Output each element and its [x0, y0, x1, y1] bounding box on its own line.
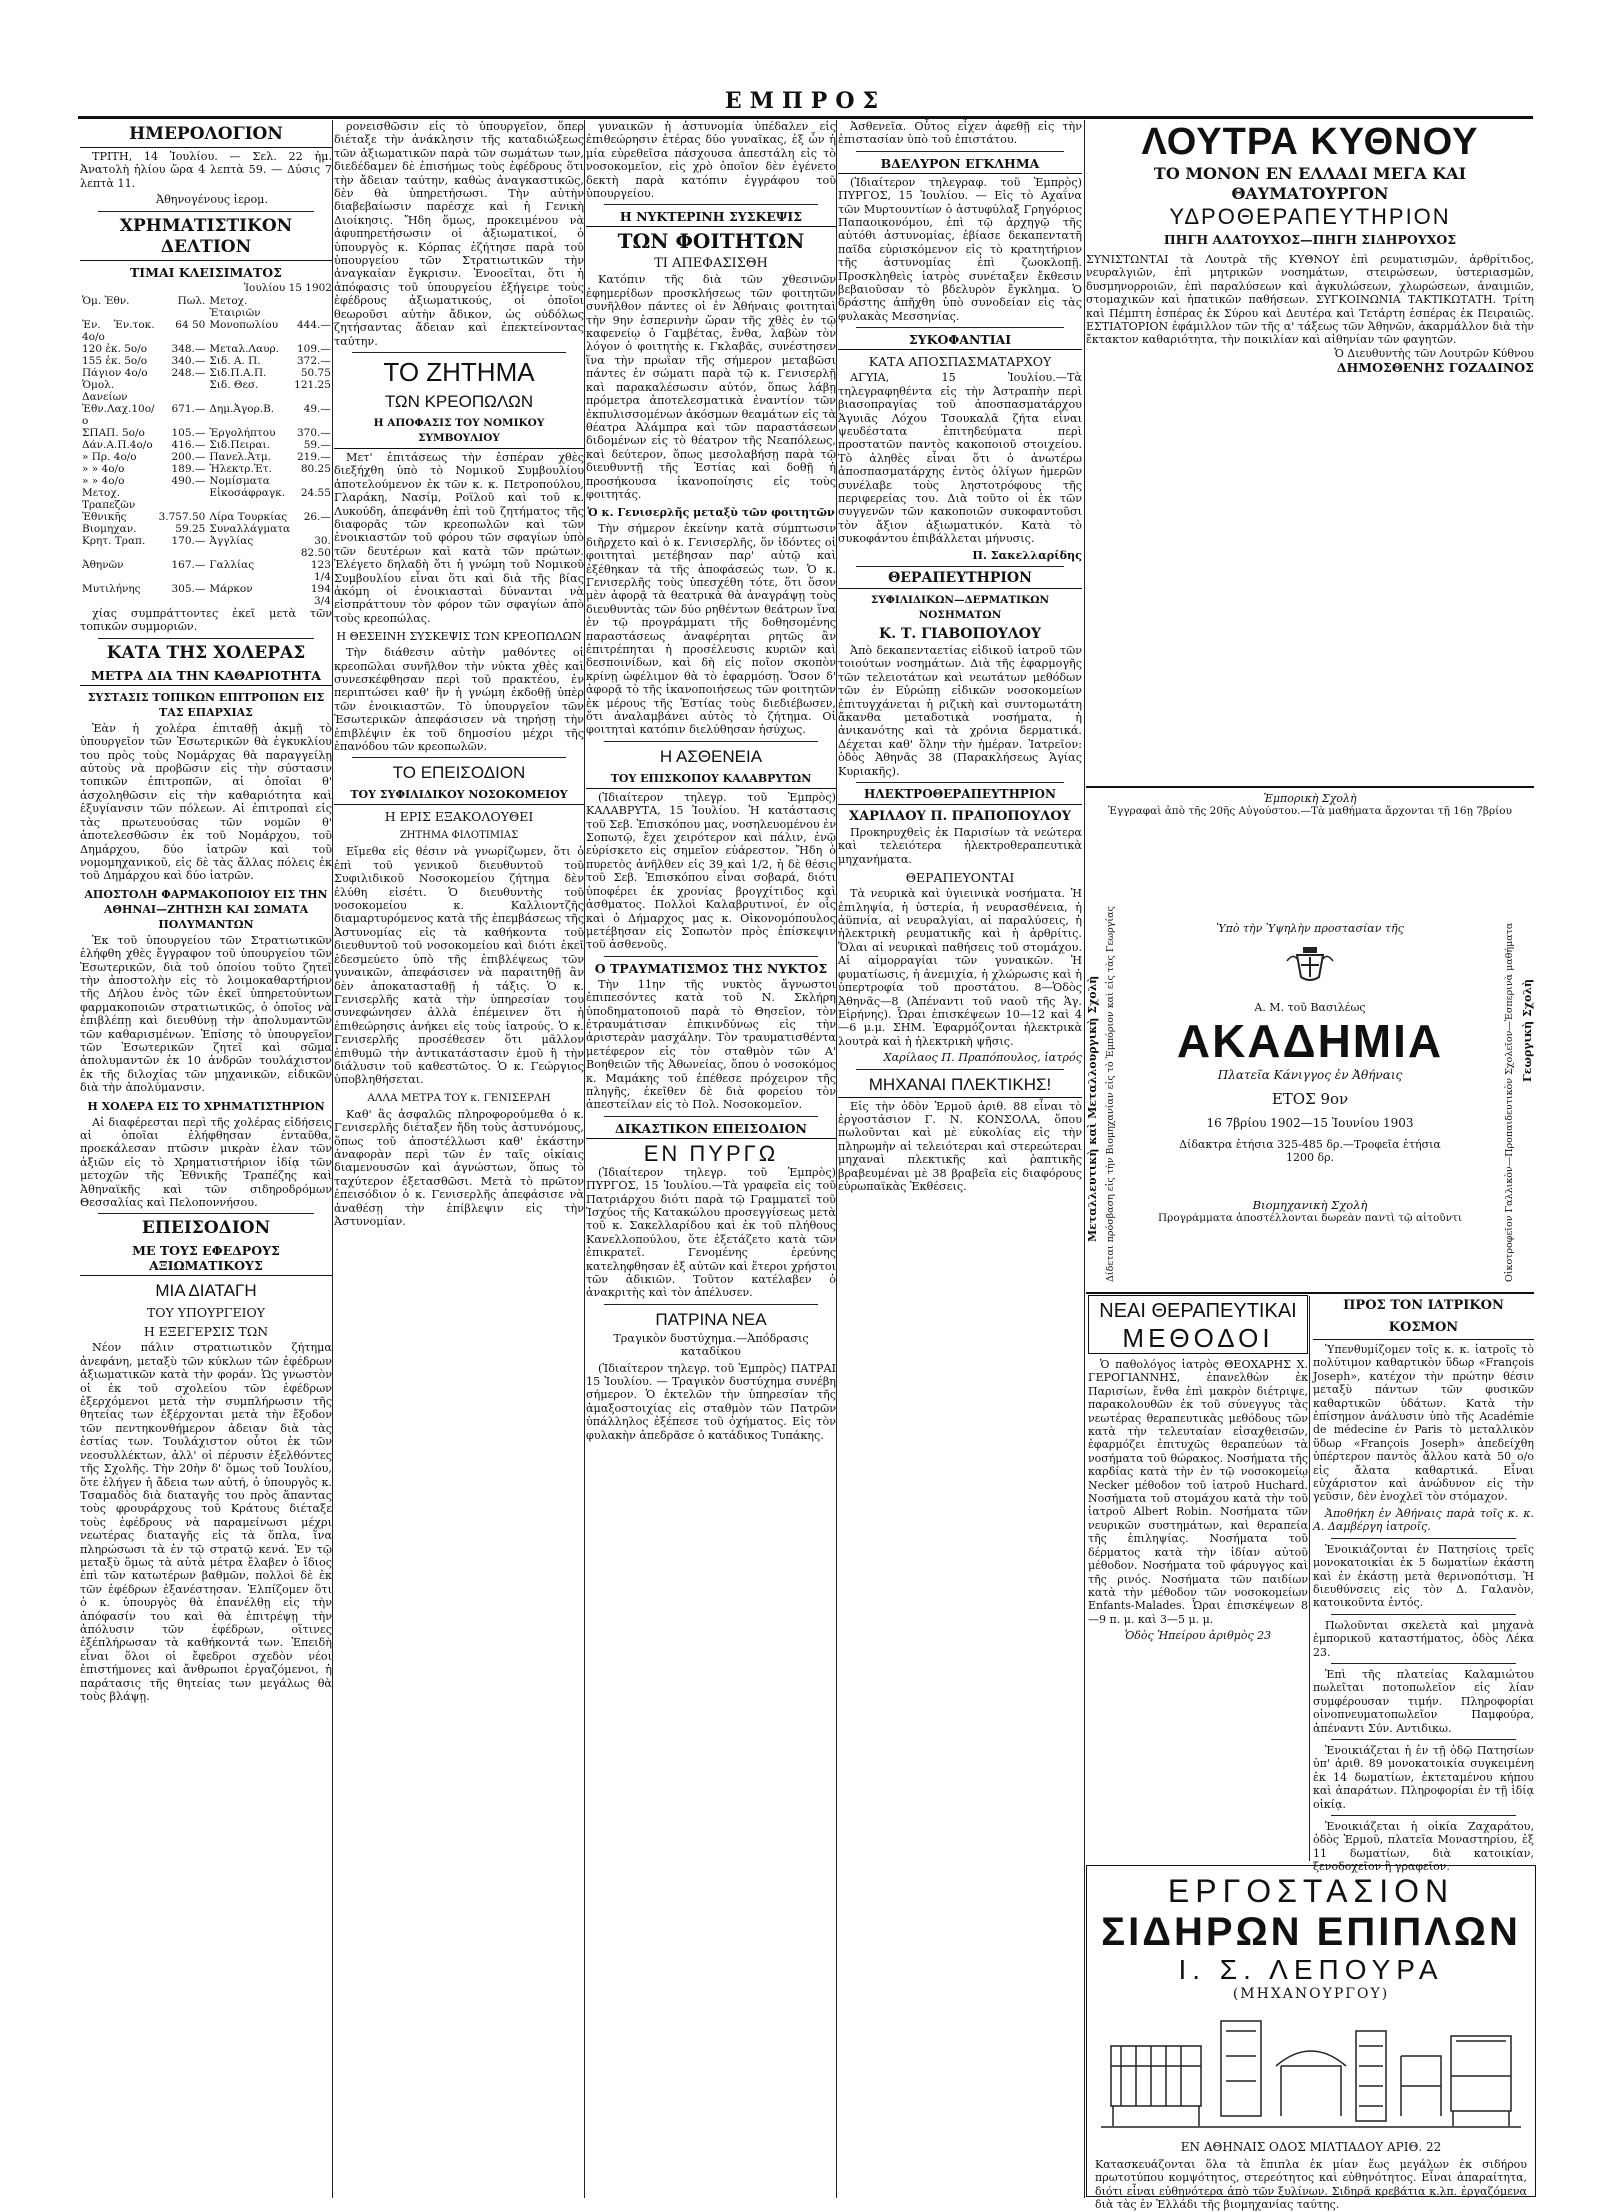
- industrial-school-title: Βιομηχανικὴ Σχολὴ: [1252, 1198, 1368, 1212]
- table-row: [80, 343, 333, 355]
- table-cell: 219.—: [297, 451, 331, 464]
- meat-title-2: ΤΩΝ ΚΡΕΟΠΩΛΩΝ: [384, 391, 534, 411]
- column-rule: [1309, 1296, 1310, 1861]
- factory-text: Κατασκευάζονται ὅλα τὰ ἔπιπλα ἐκ μίαν ἕως μεγάλων ἐκ σιδήρου πρωτοτύπου κομψότητος, στερεότητος καὶ εὐθηνότητος. Εἶναι ἀπαραίτητα, διότι εἶναι εὐθηνότερα ἀπὸ τῶν ξυλίνων. Σιδηρᾶ κρεβάτια κ.λπ. ἐργαζόμενα διὰ τὰς ἐν Ἑλλάδι τῆς βιομηχανίας ταύτης.: [1095, 2158, 1527, 2212]
- table-cell: 30. 82.50: [300, 535, 331, 560]
- iron-furniture-illustration: [1101, 2006, 1521, 2136]
- methods-title-2: ΜΕΘΟΔΟΙ: [1088, 1323, 1308, 1354]
- academy-fees: Δίδακτρα ἐτήσια 325-485 δρ.—Τροφεῖα ἐτήσια 1200 δρ.: [1179, 1138, 1441, 1164]
- table-cell: 194 3/4: [310, 583, 331, 608]
- table-cell: Μυτιλήνης: [82, 583, 141, 596]
- table-row: [80, 535, 333, 559]
- patras-subtitle: Τραγικὸν δυστύχημα.—Ἀπόδρασις καταδίκου: [613, 1331, 809, 1359]
- clinic-title: ΘΕΡΑΠΕΥΤΗΡΙΟΝ: [838, 571, 1082, 589]
- hospital-text-2: Καθ' ἃς ἀσφαλῶς πληροφορούμεθα ὁ κ. Γενισερλῆς διέταξεν ἤδη τοὺς ἀστυνόμους, ὅπως τοῦ ἀποστέλλωσι καθ' ἑκάστην ἀναφορὰν περὶ τῶν ἐν ταῖς οἰκίαις διαμενουσῶν καὶ ἀγνώστων, ὅπως τὸ ταχύτερον ἐξετασθῶσι. Μετὰ τὸ πρῶτον ἐπεισόδιον ὁ κ. Γενισερλῆς ἀπεφάσισε νὰ ἀναθέσῃ τὴν ἐπίβλεψιν εἰς τὴν Ἀστυνομίαν.: [334, 1107, 584, 1228]
- separator: [352, 757, 566, 758]
- separator: [1331, 1739, 1516, 1740]
- table-cell: 59.—: [303, 439, 331, 452]
- electro-name: ΧΑΡΙΛΑΟΥ Π. ΠΡΑΠΟΠΟΥΛΟΥ: [849, 809, 1071, 825]
- electro-title: ΗΛΕΚΤΡΟΘΕΡΑΠΕΥΤΗΡΙΟΝ: [838, 787, 1082, 805]
- night-subtitle-2: Ὁ κ. Γενισερλῆς μεταξὺ τῶν φοιτητῶν: [587, 506, 835, 520]
- slander-text: ΑΓΥΙΑ, 15 Ἰουλίου.—Τὰ τηλεγραφηθέντα εἰς τὴν Ἀστραπὴν περὶ βιασοπραγίας τοῦ ἀποσπασματάρχου Ἀγυιᾶς Λόχου Τσουκαλᾶ ζήτα εἶναι ψευδέστατα ἐπιτηδεύματα περὶ προστατῶν παντὸς κακοποιοῦ στοιχείου. Τὸ ἀληθὲς εἶναι ὅτι ὁ ἀνωτέρω ἀποσπασματάρχης ἐντὸς ὀλίγων ἡμερῶν συνέλαβε τοὺς ληστοτρόφους τῆς περιφερείας του. Διὰ τοῦτο οἱ ἐκ τῶν συγγενῶν τῶν κακοποιῶν συκοφαντοῦσι τὸν ἄξιον ἀξιωματικόν. Κατὰ τὸ συκοφάντου ἐπιβάλλεται μήνυσις.: [838, 371, 1082, 546]
- commercial-school: [1086, 792, 1534, 817]
- ads-column: [1086, 120, 1534, 375]
- pharmacist-text: Ἐκ τοῦ ὑπουργείου τῶν Στρατιωτικῶν ἐλήφθη χθὲς ἔγγραφον τοῦ ὑπουργείου τῶν Ἐσωτερικῶν, διὰ τοῦ ὁποίου τοῦτο ζητεῖ τὴν ἀποστολὴν εἰς τὸ λοιμοκαθαρτήριον τῆς Δήλου ἐνὸς τῶν ἐκεῖ ὑπηρετούντων φαρμακοποιῶν στρατιωτικῶς, ὁ ὁποῖος νὰ ἐπιβλέπῃ καὶ διευθύνῃ τὴν ἀπολυμαντῶν τῶν καθαρισμένων. Ἐπίσης τὸ ὑπουργεῖον τῶν Ἐσωτερικῶν ζητεῖ καὶ σῶμα ἀπολυμαντῶν ἐκ 10 ἀνδρῶν τουλάχιστον ἐκ τῆς διλοχίας τῶν μηχανικῶν, εἰδικῶν διὰ τὴν ἀπολύμανσιν.: [80, 933, 332, 1095]
- table-cell: Ἐθνικῆς: [82, 511, 127, 524]
- methods-title: ΝΕΑΙ ΘΕΡΑΠΕΥΤΙΚΑΙ: [1088, 1295, 1308, 1323]
- bourse-cholera-text: Αἱ διαφέρεσται περὶ τῆς χολέρας εἰδήσεις αἱ ὁποῖαι ἐλήφθησαν ἐνταῦθα, προεκάλεσαν πτῶσιν μικρὰν ἐλαν τῶν ἀξιῶν εἰς τὸ Χρηματιστήριον ἰδίᾳ τῶν μετοχῶν τῆς Ἐθνικῆς Τραπέζης καὶ Ἀθηναϊκῆς καὶ τῶν σιδηροδρόμων Θεσσαλίας καὶ Πελοποννήσου.: [80, 1115, 332, 1210]
- table-cell: Ἐθν.Λαχ.10ο/ο: [82, 403, 155, 428]
- table-cell: Νομίσματα: [209, 475, 270, 488]
- table-cell: 444.—: [297, 319, 331, 332]
- cholera-subtitle: ΜΕΤΡΑ ΔΙΑ ΤΗΝ ΚΑΘΑΡΙΟΤΗΤΑ: [80, 668, 332, 686]
- slander-subtitle: ΚΑΤΑ ΑΠΟΣΠΑΣΜΑΤΑΡΧΟΥ: [868, 354, 1052, 370]
- table-cell: 120 ἐκ. 5ο/ο: [82, 343, 148, 356]
- table-cell: Πάγιον 4ο/ο: [82, 367, 148, 380]
- separator: [1331, 1815, 1516, 1816]
- column-rule: [584, 120, 585, 2198]
- illness-title: Η ΑΣΘΕΝΕΙΑ: [659, 746, 763, 766]
- table-cell: 671.—: [171, 403, 206, 416]
- masthead: [78, 88, 1533, 119]
- baths-signature-1: Ὁ Διευθυντὴς τῶν Λουτρῶν Κύθνου: [1334, 346, 1534, 360]
- episode-subtitle: ΜΕ ΤΟΥΣ ΕΦΕΔΡΟΥΣ ΑΞΙΩΜΑΤΙΚΟΥΣ: [80, 1243, 332, 1276]
- table-cell: Ὁμ. Ἐθν.: [82, 295, 130, 308]
- table-cell: 248.—: [171, 367, 206, 380]
- table-cell: Μετοχ. Τραπεζῶν: [82, 487, 136, 512]
- academy-year: ΕΤΟΣ 9ον: [1271, 1090, 1349, 1108]
- separator: [1331, 1614, 1516, 1615]
- episode-title: ΕΠΕΙΣΟΔΙΟΝ: [141, 1218, 271, 1239]
- table-cell: Ἐν. Ἐν.τοκ. 4ο/ο: [82, 319, 155, 344]
- table-cell: Ἠλεκτρ.Ἐτ.: [209, 463, 272, 476]
- hospital-subtitle-2: Η ΕΡΙΣ ΕΞΑΚΟΛΟΥΘΕΙ: [384, 809, 534, 825]
- table-row: [80, 355, 333, 367]
- commercial-school-text: Ἐγγραφαὶ ἀπὸ τῆς 20ῆς Αὐγούστου.—Τὰ μαθήματα ἄρχονται τῇ 16ῃ 7βρίου: [1108, 805, 1512, 817]
- separator: [856, 566, 1064, 567]
- table-row: [80, 379, 333, 403]
- night-text-2: Τὴν σήμερον ἐκείνην κατὰ σύμπτωσιν διῆρχετο καὶ ὁ κ. Γενισερλῆς, ὅν ἰδόντες οἱ φοιτηταὶ μετέβησαν παρ' αὐτῷ καὶ ἐξέθηκαν τὰ τῆς ἀποφάσεώς των. Ὁ κ. Γενισερλῆς τοὺς ὑπεσχέθη τότε, ὅτι ὅσον μὲν ἀφορᾷ τὰ θεατρικὰ θὰ ἀναγράψῃ τοὺς διευθυντὰς τῶν δύο ρηθέντων θεάτρων ἵνα ἐν τῷ προγράμματι τῆς δοθησομένης παραστάσεως ἀναφέρηται ρητῶς ἂν ἐπιτρέπηται ἡ προσέλευσις κυριῶν καὶ δεσποινίδων, καὶ δὴ εἰς ποῖον σκοπὸν κρίνῃ ὠφέλιμον θὰ τὸ ἐφαρμόσῃ. Ὅσον δ' ἀφορᾷ τὸ τῆς ἱκανοποιήσεως τῶν φοιτητῶν ἐκ μέρους τῆς Ἑστίας τοὺς διεδιέβωσεν, ὅτι ἀναλαμβάνει αὐτὸς τὸ ζήτημα. Οἱ φοιτηταὶ κατόπιν διελύθησαν ἡσύχως.: [586, 522, 836, 737]
- table-row: [80, 463, 333, 475]
- table-cell: 416.—: [171, 439, 206, 452]
- separator: [1086, 1292, 1534, 1294]
- table-row: [80, 523, 333, 535]
- table-cell: 167.—: [171, 559, 206, 572]
- machines-title: ΜΗΧΑΝΑΙ ΠΛΕΚΤΙΚΗΣ!: [838, 1074, 1082, 1098]
- factory-address: ΕΝ ΑΘΗΝΑΙΣ ΟΔΟΣ ΜΙΛΤΙΑΔΟΥ ΑΡΙΘ. 22: [1180, 2140, 1442, 2154]
- table-row: [80, 475, 333, 487]
- electro-subtitle: ΘΕΡΑΠΕΥΟΝΤΑΙ: [905, 870, 1015, 886]
- bourse-table: [80, 295, 333, 607]
- separator: [604, 204, 818, 205]
- meat-subtitle: Η ΑΠΟΦΑΣΙΣ ΤΟΥ ΝΟΜΙΚΟΥ ΣΥΜΒΟΥΛΙΟΥ: [334, 416, 584, 449]
- table-cell: Ὁμολ. Δανείων: [82, 379, 128, 404]
- hospital-title: ΤΟ ΕΠΕΙΣΟΔΙΟΝ: [392, 763, 526, 783]
- academy-patronage: Ὑπὸ τὴν Ὑψηλὴν προστασίαν τῆς: [1216, 922, 1404, 935]
- table-cell: 50.75: [300, 367, 331, 380]
- separator: [98, 1213, 314, 1214]
- royal-crest-icon: [1283, 943, 1337, 983]
- table-cell: Ἀγγλίας: [209, 535, 254, 548]
- meat-title: ΤΟ ΖΗΤΗΜΑ: [383, 356, 535, 387]
- table-cell: 26.—: [303, 511, 331, 524]
- factory-owner: Ι. Σ. ΛΕΠΟΥΡΑ: [1178, 1954, 1444, 1985]
- methods-address: Ὁδὸς Ἠπείρου ἀριθμὸς 23: [1124, 1629, 1272, 1643]
- table-row: [80, 511, 333, 523]
- table-cell: 348.—: [171, 343, 206, 356]
- methods-ad: [1088, 1295, 1308, 1860]
- night-text: Κατόπιν τῆς διὰ τῶν χθεσινῶν ἐφημερίδων προσκλήσεως τῶν φοιτητῶν συνῆλθον πάντες οἱ ἐν Ἀθήναις φοιτηταὶ τὴν 9ην ἑσπερινὴν ὥραν τῆς χθὲς ἐν τῷ καφενείῳ ὁ Γαμβέτας, ἔνθα, λαβὼν τὸν λόγον ὁ φοιτητὴς κ. Γκλαβᾶς, συνέστησεν ἵνα τὴν πρωΐαν τῆς σήμερον μεταβῶσι πάντες ἐν σώματι παρὰ τῷ κ. Γενισερλῇ καὶ παρακαλέσωσιν αὐτόν, ὅπως λάβῃ πρόμετρα ἀποτελεσματικὰ ἐναντίον τῶν ἐκπυλισσομένων ἀκόσμων θεαμάτων εἰς τὰ θέατρα Ἀλάμπρα καὶ τῶν παραστάσεων διδομένων εἰς τὸ θέατρον τῆς Νεαπόλεως, καὶ δεύτερον, ὅπως μεσολαβήσῃ παρὰ τῷ διευθυντῇ τῆς Ἑστίας καὶ δοθῇ ἡ προσήκουσα ἱκανοποίησις εἰς τοὺς φοιτητάς.: [586, 273, 836, 501]
- factory-ad: [1086, 1865, 1536, 2212]
- bourse-cholera-title: Η ΧΟΛΕΡΑ ΕΙΣ ΤΟ ΧΡΗΜΑΤΙΣΤΗΡΙΟΝ: [87, 1099, 325, 1113]
- bourse-title: ΧΡΗΜΑΤΙΣΤΙΚΟΝ ΔΕΛΤΙΟΝ: [80, 216, 332, 261]
- table-cell: [292, 295, 333, 319]
- table-cell: [292, 523, 333, 535]
- electro-signature: Χαρίλαος Π. Πραπόπουλος, ἰατρός: [883, 1051, 1082, 1065]
- almanac-saint: Ἀθηνογένους ἱερομ.: [155, 193, 269, 207]
- electro-text: Προκηρυχθεὶς ἐκ Παρισίων τὰ νεώτερα καὶ τελειότερα ἠλεκτροθεραπευτικὰ μηχανήματα.: [838, 826, 1082, 866]
- table-cell: Μάρκον: [209, 583, 253, 596]
- table-cell: [292, 475, 333, 487]
- baths-signature-2: ΔΗΜΟΣΘΕΝΗΣ ΓΟΖΑΔΙΝΟΣ: [1336, 359, 1534, 375]
- separator: [856, 151, 1064, 152]
- table-cell: 121.25: [294, 379, 331, 392]
- baths-subtitle: ΤΟ ΜΟΝΟΝ ΕΝ ΕΛΛΑΔΙ ΜΕΓΑ ΚΑΙ ΘΑΥΜΑΤΟΥΡΓΟΝ: [1153, 164, 1467, 203]
- table-cell: 49.—: [303, 403, 331, 416]
- table-cell: 3.757.50: [158, 511, 206, 524]
- column-4: [838, 120, 1082, 1865]
- separator: [604, 741, 818, 742]
- table-row: [80, 583, 333, 607]
- cholera-subtitle-2: ΣΥΣΤΑΣΙΣ ΤΟΠΙΚΩΝ ΕΠΙΤΡΟΠΩΝ ΕΙΣ ΤΑΣ ΕΠΑΡΧΙΑΣ: [87, 690, 325, 719]
- slander-signature: Π. Σακελλαρίδης: [972, 547, 1082, 562]
- rent-ad-3: Ἐνοικιάζεται ἡ οἰκία Ζαχαράτου, ὁδὸς Ἑρμοῦ, πλατεῖα Μοναστηρίου, ἐξ 11 δωματίων, διὰ κατοικίαν, ξενοδοχεῖον ἢ γραφεῖον.: [1313, 1820, 1534, 1874]
- almanac-title: ΗΜΕΡΟΛΟΓΙΟΝ: [80, 124, 332, 148]
- academy-ad: [1086, 862, 1534, 1292]
- table-cell: Πωλ.: [177, 295, 206, 308]
- academy-majesty: Α. Μ. τοῦ Βασιλέως: [1254, 1001, 1366, 1014]
- column-rule: [1084, 120, 1085, 2198]
- table-cell: Μεταλ.Λαυρ.: [209, 343, 280, 356]
- table-cell: 490.—: [171, 475, 206, 488]
- cholera-title: ΚΑΤΑ ΤΗΣ ΧΟΛΕΡΑΣ: [106, 642, 306, 663]
- separator: [352, 352, 566, 353]
- doctors-signature: Ἀποθήκη ἐν Ἀθήναις παρὰ τοῖς κ. κ. Α. Δαμβέργη ἰατροῖς.: [1313, 1506, 1534, 1534]
- table-cell: Σιδ. Θεσ.: [209, 379, 259, 392]
- officers-text: ρονεισθῶσιν εἰς τὸ ὑπουργεῖον, ὅπερ διέταξε τὴν ἀνάκλησιν τῆς καταδιώξεως τῶν ἀξιωματικῶν παρὰ τῶν σωμάτων των, διεδέδαμεν δὲ ἐπισήμως τοὺς ἐφέδρους ὅτι τὴν ἄδειαν ταύτην, καθὼς ἀναγκαστικῶς, δὲν θὰ ὑπηρετήσωσι. Τὴν αὐτὴν διαβεβαίωσιν παρέσχε καὶ ἡ Γενικὴ Διοίκησις. Ἤδη ὅμως, προκειμένου νὰ ἀφυπηρετήσωσιν οἱ ἀξιωματικοί, ὁ ὑπουργὸς κ. Κόρπας ἐζήτησε παρὰ τοῦ ὑπουργείου τῶν Στρατιωτικῶν τὴν ἀναγκαίαν ἔγκρισιν. Ἐνοοεῖται, ὅτι ἡ ἀπόφασις τοῦ ὑπουργείου ἐξήγειρε τοὺς ἐφέδρους ἀξιωματικούς, οἱ ὁποῖοι θεωροῦσι αὐτὴν ἄδικον, ὡς οὐδόλως ζητήσαντας ἄδειαν καὶ ἐπεκτείνοντας ταύτην.: [334, 120, 584, 348]
- separator: [604, 1304, 818, 1305]
- square-ad: Ἐπὶ τῆς πλατείας Καλαμιώτου πωλεῖται ποτοπωλεῖον εἰς λίαν συμφέρουσαν τιμήν. Πληροφορίαι οἰνοπνευματοπωλεῖον Παμφούρα, ἀπέναντι Σύν. Αντιδικω.: [1313, 1667, 1534, 1735]
- rent-ad-2: Ἐνοικιάζεται ἡ ἐν τῇ ὁδῷ Πατησίων ὑπ' ἀριθ. 89 μονοκατοικία συγκειμένη ἐκ 14 δωματίων, ἐκτεταμένου κήπου καὶ ἀπαράτων. Πληροφορίαι ἐν τῇ ἰδίᾳ οἰκίᾳ.: [1313, 1743, 1534, 1811]
- slander-title: ΣΥΚΟΦΑΝΤΙΑΙ: [838, 332, 1082, 350]
- table-cell: » Πρ. 4ο/ο: [82, 451, 137, 464]
- night-subtitle: ΤΙ ΑΠΕΦΑΣΙΣΘΗ: [654, 256, 768, 272]
- baths-subtitle-2: ΥΔΡΟΘΕΡΑΠΕΥΤΗΡΙΟΝ: [1169, 204, 1451, 229]
- table-cell: 24.55: [300, 487, 331, 500]
- academy-right-note: Οἰκοτροφεῖον Γαλλικὸν—Προπαιδευτικὸν Σχολεῖον—Ἑσπερινὰ μαθήματα: [1504, 922, 1515, 1282]
- column-3: [586, 120, 836, 2198]
- wound-text: Τὴν 11ην τῆς νυκτὸς ἄγνωστοι ἐπιπεσόντες κατὰ τοῦ Ν. Σκλήρη ὑποδηματοποιοῦ παρὰ τὸ Θησεῖον, τὸν ἐτραυμάτισαν ἐπικινδύνως εἰς τὴν ἀριστερὰν μασχάλην. Τὸν τραυματισθέντα μετέφερον εἰς τὸν σταθμὸν τῶν Α' Βοηθειῶν τῆς Ἀθωνείας, ὅπου ὁ νοσοκόμος κ. Μαμάκης τοῦ ἐπέθεσε πρόχειρον τῆς πληγῆς, ἐκεῖθεν δὲ διὰ φορείου τὸν ἀπεστείλαν εἰς τὸ Πολ. Νοσοκομεῖον.: [586, 977, 836, 1112]
- illness-text: (Ἰδιαίτερον τηλεγρ. τοῦ Ἐμπρὸς) ΚΑΛΑΒΡΥΤΑ, 15 Ἰουλίου. Ἡ κατάστασις τοῦ Σεβ. Ἐπισκόπου μας, νοσηλευομένου ἐν Σοπωτῷ, ἔχει χειρότερον καὶ πάλιν, ἐνῷ εὑρίσκετο εἰς σημεῖον εὐάρεστον. Ἤδη ὁ πυρετὸς ἀνῆλθεν εἰς 39 καὶ 1/2, ἡ δὲ θέσις τοῦ Σεβ. Ἐπισκόπου εἶναι σοβαρά, διότι ὑποφέρει ἐκ χρονίας βρογχίτιδος καὶ ἀσθματος. Πολλοὶ Καλαβρυτινοί, ἐν οἷς καὶ ὁ Δήμαρχος μας κ. Οἰκονομόπουλος μετέβησαν εἰς Σοπωτὸν πρὸς ἐπίσκεψιν τοῦ ἀσθενοῦς.: [586, 790, 836, 952]
- table-cell: 123 1/4: [310, 559, 331, 584]
- baths-title: ΛΟΥΤΡΑ ΚΥΘΝΟΥ: [1141, 121, 1479, 163]
- night-title-2: ΤΩΝ ΦΟΙΤΗΤΩΝ: [617, 229, 805, 254]
- meat-text: Μετ' ἐπιτάσεως τὴν ἑσπέραν χθὲς διεξήχθη ὑπὸ τὸ Νομικοῦ Συμβουλίου ἀποτελούμενον ἐκ τῶν κ. κ. Πετροπούλου, Γλαράκη, Νασίμ, Ροϊλοῦ καὶ τοῦ κ. Λυκούδη, ἀπεφάνθη ἐπὶ τοῦ ζητήματος τῆς διαφορᾶς τῶν κρεοπωλῶν καὶ τῶν ἐνοικιαστῶν τοῦ φόρου τῶν σφαγίων ὑπὸ τῶν δευτέρων καὶ κατὰ τῶν πρώτων. Ἐλέγετο δηλαδὴ ὅτι ἡ γνώμη τοῦ Νομικοῦ Συμβουλίου εἶναι ὅτι καὶ διὰ τῆς βίας ἀκόμη οἱ ἐνοικιασταὶ δύνανται νὰ εἰσπράττουν τὸν φόρον τῶν σφαγίων ἀπὸ τοὺς κρεοπώλας.: [334, 450, 584, 625]
- patras-text: (Ἰδιαίτερον τηλεγρ. τοῦ Ἐμπρὸς) ΠΑΤΡΑΙ 15 Ἰουλίου. — Τραγικὸν δυστύχημα συνέβη σήμερον. Ὁ ἐκτελῶν τὴν ὑπηρεσίαν τῆς ἀμαξοστοιχίας εἰς σταθμὸν τῶν Πατρῶν ὑπάλληλος ἐξέπεσε τοῦ ὀχήματος. Εἰς τὸν φυλακὴν ἀπεδρᾶσε ὁ κατάδικος Τυπάκης.: [586, 1361, 836, 1442]
- separator: [1331, 1538, 1516, 1539]
- baths-ad: [1086, 120, 1534, 375]
- order-text: Νέον πάλιν στρατιωτικὸν ζήτημα ἀνεφάνη, μεταξὺ τῶν κύκλων τῶν ἐφέδρων ἀξιωματικῶν κατὰ τὴν φοράν. Ὡς γνωστὸν οἱ ἐκ τοῦ σχολείου τῶν ἐφέδρων ἐξερχόμενοι μετὰ τὴν συμπλήρωσιν τῆς θητείας των ἐξέρχονται μετὰ τὴν ἔξοδον τῶν πεντηκονθήμερον ἀδειαν διὰ τὰς ἑστίας των. Τουλάχιστον οὗτοι ἐκ τῶν νεοσυλλέκτων, ἀλλ' οἱ πέρυσιν ἐξελθόντες τῆς Σχολῆς. Τὴν 20ὴν δ' ὅμως τοῦ Ἰουλίου, ὅτε ἐλήγεν ἡ ἄδεια των αὐτή, ὁ ὑπουργὸς κ. Τσαμαδὸς διὰ διαταγῆς του πρὸς ἅπαντας τοὺς φρουράρχους τοῦ Κράτους διέταξε τοὺς ἐφέδρους νὰ παραμείνωσι μέχρι νεωτέρας διαταγῆς εἰς τὰ ὅπλα, ἵνα πληρώσωσι τὰ ἐν τῷ στρατῷ κενά. Ἐν τῷ μεταξὺ ὅμως τὰ αὐτὰ μέτρα ἔλαβεν ὁ ἴδιος ἐπὶ τῶν κατωτέρων βαθμῶν, πολλοὶ δὲ ἐκ τῶν ἐφέδρων ἐξανέστησαν. Ἐλπίζομεν ὅτι ὁ κ. ὑπουργὸς θὰ ἐπανέλθῃ εἰς τὴν ἀπόφασίν του καὶ θὰ ἐπιτρέψῃ τὴν ἀπόλυσιν τῶν ἐφέδρων, οἵτινες ἐξέπλήρωσαν τὰ καθήκοντά των. Ἐπειδὴ εἶναι ὅλοι οἱ ἔφεδροι σχεδὸν νέοι ἐπιστήμονες καὶ ἄνθρωποι ἐργαζόμενοι, ἡ παράτασις τῆς θητείας των μεγάλως θὰ τοὺς βλάψῃ.: [80, 1341, 332, 1703]
- column-2: [334, 120, 584, 2198]
- table-cell: Σιδ.Π.Α.Π.: [209, 367, 267, 380]
- table-cell: Βιομηχαν.: [82, 523, 137, 536]
- table-cell: 59.25: [175, 523, 206, 536]
- machines-text: Εἰς τὴν ὁδὸν Ἑρμοῦ ἀριθ. 88 εἶναι τὸ ἐργοστάσιον Γ. Ν. ΚΟΝΣΟΛΑ, ὅπου πωλοῦνται καὶ μὲ εὐκολίας εἰς τὴν πληρωμὴν αἱ τελειότεραι καὶ στερεώτεραι μηχαναὶ πλεκτικῆς καὶ ῥαπτικῆς βραβευμέναι μὲ 38 βραβεῖα εἰς διαφόρους εὐρωπαϊκὰς Ἐκθέσεις.: [838, 1099, 1082, 1193]
- crime-title: ΒΔΕΛΥΡΟΝ ΕΓΚΛΗΜΑ: [838, 156, 1082, 174]
- table-cell: Λίρα Τουρκίας: [209, 511, 288, 524]
- table-cell: [157, 487, 208, 511]
- order-subtitle-2: Η ΕΞΕΓΕΡΣΙΣ ΤΩΝ: [143, 1324, 269, 1340]
- table-cell: Συναλλάγματα: [209, 523, 291, 536]
- cholera-text: Ἐὰν ἡ χολέρα ἐπιταθῇ ἀκμῇ τὸ ὑπουργεῖον τῶν Ἐσωτερικῶν θὰ ἐγκυκλίου του πρὸς τοὺς Νομάρχας θὰ παραγγείλῃ αὐτοὺς νὰ προβῶσιν εἰς τὴν σύστασιν τοπικῶν ἐπιτροπῶν, αἱ ὁποῖαι θ' ἀσχοληθῶσιν εἰς τὴν καθαριότητα καὶ ἐξυγίανσιν τῶν πόλεων. Αἱ ἐπιτροπαὶ εἰς τὰς πρωτευούσας τῶν νομῶν θ' ἀποτελεσθῶσιν ἐκ τοῦ Νομάρχου, τοῦ Δημάρχου, δύο ἰατρῶν καὶ τοῦ νομομηχανικοῦ, εἰς δὲ τὰς ἄλλας πόλεις ἐκ τοῦ Δημάρχου καὶ δύο ἰατρῶν.: [80, 721, 332, 883]
- column-4-top-text: Ἀσθενεῖα. Οὗτος εἶχεν ἀφεθῇ εἰς τὴν ἐπιστασίαν ὑπὸ τοῦ ἐπιστάτου.: [838, 120, 1082, 147]
- bourse-subtitle: ΤΙΜΑΙ ΚΛΕΙΣΙΜΑΤΟΣ: [129, 264, 283, 280]
- separator: [98, 211, 314, 212]
- mining-school-label: Μεταλλευτικὴ καὶ Μεταλλουργικὴ Σχολὴ: [1086, 975, 1099, 1242]
- hospital-subtitle-4: ΑΛΛΑ ΜΕΤΡΑ ΤΟΥ κ. ΓΕΝΙΣΕΡΛΗ: [367, 1091, 551, 1104]
- clinic-text: Ἀπὸ δεκαπενταετίας εἰδικοῦ ἰατροῦ τῶν τοιούτων νοσημάτων. Διὰ τῆς ἐφαρμογῆς τῶν τελειοτάτων καὶ νεωτάτων μεθόδων τῶν ἐν Εὐρώπῃ εἰδικῶν νοσοκομείων ἐπιτυγχάνεται ἡ ριζικὴ καὶ συντομωτάτη ἄκανθα μεταδοτικὰ νοσήματα, ἡ ἀνικανότης καὶ τὰ χρόνια δερματικά. Δέχεται καθ' ὅλην τὴν ἡμέραν. Ἰατρεῖον: ὁδὸς Ἀθηνᾶς 38 (Παρακλήσεως Ἁγίας Κυριακῆς).: [838, 643, 1082, 778]
- table-cell: [157, 379, 208, 403]
- table-row: [80, 439, 333, 451]
- table-cell: » » 4ο/ο: [82, 463, 125, 476]
- sale-ad: Πωλοῦνται σκελετὰ καὶ μηχανὰ ἐμπορικοῦ καταστήματος, ὁδὸς Λέκα 23.: [1313, 1618, 1534, 1659]
- order-title: ΜΙΑ ΔΙΑΤΑΓΗ: [155, 1281, 257, 1301]
- electro-text-2: Τὰ νευρικὰ καὶ ὑγιεινικὰ νοσήματα. Ἡ ἐπιληψία, ἡ ὑστερία, ἡ νευρασθένεια, ἡ ἀϋπνία, αἱ νευραλγίαι, αἱ παραλύσεις, ἡ ἠλεκτρικὴ ρευματικῆς καὶ ἡ ἀρθρίτις. Ὅλαι αἱ νευρικαὶ παθήσεις τοῦ στομάχου. Αἱ αἱμορραγίαι τῶν γυναικῶν. Ἡ φυματίωσις, ἡ ἀνεμιχία, ἡ χλώρωσις καὶ ἡ ὑπερτροφία τοῦ προστάτου. 8—Ὁδὸς Ἀθηνᾶς—8 (Ἀπέναντι τοῦ ναοῦ τῆς Ἁγ. Εἰρήνης). Ὧραι ἐπισκέψεων 10—12 καὶ 4—6 μ.μ. ΣΗΜ. Ἐφαρμόζονται ἠλεκτρικὰ λουτρὰ καὶ ἡ ἠλεκτρικὴ ψῆσις.: [838, 887, 1082, 1048]
- separator: [1331, 1663, 1516, 1664]
- table-cell: Δημ.Ἀγορ.Β.: [209, 403, 275, 416]
- factory-title-2: ΣΙΔΗΡΩΝ ΕΠΙΠΛΩΝ: [1101, 1910, 1521, 1954]
- rent-ad-1: Ἐνοικιάζονται ἐν Πατησίοις τρεῖς μονοκατοικίαι ἐκ 5 δωματίων ἑκάστη καὶ ἐν ἑκάστῃ μετὰ θερινοπότισμ. Ἡ διευθύνσεις εἰς τὸν Δ. Γαλανὸν, κατοικοῦντα ἐντός.: [1313, 1542, 1534, 1610]
- table-cell: 105.—: [171, 427, 206, 440]
- pharmacist-title: ΑΠΟΣΤΟΛΗ ΦΑΡΜΑΚΟΠΟΙΟΥ ΕΙΣ ΤΗΝ ΑΘΗΝΑΙ—ΖΗΤΗΣΗ ΚΑΙ ΣΩΜΑΤΑ ΠΟΛΥΜΑΝΤΩΝ: [84, 887, 328, 931]
- almanac-text: ΤΡΙΤΗ, 14 Ἰουλίου. — Σελ. 22 ἡμ. Ἀνατολὴ ἡλίου ὥρα 4 λεπτὰ 59. — Δύσις 7 λεπτὰ 11.: [80, 150, 332, 190]
- hospital-text: Εἴμεθα εἰς θέσιν νὰ γνωρίζωμεν, ὅτι ὁ ἐπὶ τοῦ γενικοῦ διευθυντοῦ τοῦ Συφιλιδικοῦ Νοσοκομείου ζήτημα δὲν ἐλύθη εἰσέτι. Ὁ διευθυντὴς τοῦ νοσοκομείου κ. Καλλιοντζῆς διαμαρτυρόμενος κατὰ τῆς ἐπεμβάσεως τῆς Ἀστυνομίας εἰς τὰ καθήκοντα τοῦ διευθυντοῦ τοῦ νοσοκομείου καὶ διότι ἐκεῖ ἐδεσμεύετο ὑπὸ τῆς ἐπιβλέψεως τῶν γυναικῶν, ἀπεφάσισεν νὰ παραιτηθῇ ἂν δὲν ἀποκατασταθῇ ἡ τάξις. Ὁ κ. Γενισερλῆς κατὰ τὴν ὑπηρεσίαν του συνεφώνησεν ἀλλὰ ἐπέμεινεν ὅτι ἡ ἐπιθεώρησις ἀνήκει εἰς τοὺς ἰατρούς. Ὁ κ. Γενισερλῆς προσέθεσεν ὅτι μᾶλλον ἐπιθυμῶ τὴν ἀντικατάστασιν ἐμοῦ ἢ τὴν διάλυσιν τοῦ καθεστῶτος. Ὁ κ. Γεώργιος ὑποβληθήσεται.: [334, 845, 584, 1087]
- table-cell: Γαλλίας: [209, 559, 255, 572]
- wound-title: Ο ΤΡΑΥΜΑΤΙΣΜΟΣ ΤΗΣ ΝΥΚΤΟΣ: [594, 960, 828, 976]
- table-cell: 109.—: [297, 343, 331, 356]
- separator: [98, 638, 314, 639]
- separator: [856, 327, 1064, 328]
- table-row: [80, 487, 333, 511]
- patras-title: ΠΑΤΡΙΝΑ ΝΕΑ: [655, 1309, 767, 1329]
- table-cell: Κρητ. Τραπ.: [82, 535, 146, 548]
- table-row: [80, 367, 333, 379]
- academy-dates: 16 7βρίου 1902—15 Ἰουνίου 1903: [1206, 1116, 1414, 1130]
- table-cell: Δάν.Α.Π.4ο/ο: [82, 439, 153, 452]
- women-text: γυναικῶν ἡ ἀστυνομία ὑπέδαλεν εἰς ἐπιθεώρησιν ἑτέρας δύο γυναῖκας, ἐξ ὧν ἡ μία εὑρεθεῖσα πάσχουσα ἀπεστάλη εἰς τὸ νοσοκομεῖον, εἰς χρὸ ὁποῖον δὲν ἐγένετο δεκτὴ παρὰ κατόπιν ἐγγράφου τοῦ ὑπουργείου.: [586, 120, 836, 201]
- table-cell: Εἰκοσάφραγκ.: [209, 487, 286, 500]
- doctors-title: ΠΡΟΣ ΤΟΝ ΙΑΤΡΙΚΟΝ ΚΟΣΜΟΝ: [1313, 1295, 1534, 1340]
- clinic-name: Κ. Τ. ΓΙΑΒΟΠΟΥΛΟΥ: [879, 625, 1041, 642]
- night-title: Η ΝΥΚΤΕΡΙΝΗ ΣΥΣΚΕΨΙΣ: [586, 209, 836, 227]
- table-row: [80, 403, 333, 427]
- table-cell: » » 4ο/ο: [82, 475, 125, 488]
- bourse-date: Ἰουλίου 15 1902: [243, 281, 332, 294]
- meat-text-2: Τὴν διάθεσιν αὐτὴν μαθόντες οἱ κρεοπῶλαι συνῆλθον τὴν νύκτα χθὲς καὶ συνεσκέφθησαν περὶ τοῦ πρακτέου, ἐν περιπτώσει καθ' ἣν ἡ γνώμη ἐκδοθῇ ὑπὲρ τῶν ἐνοικιαστῶν. Τὸ ὑπουργεῖον τῶν Ἐσωτερικῶν ἀπεφάσισεν νὰ τηρήσῃ τὴν ἐπιβλέψιν ἐκ τοῦ δημοσίου μέχρι τῆς ἐπανόδου τῶν κρεοπωλῶν.: [334, 646, 584, 754]
- table-cell: Ἀθηνῶν: [82, 559, 124, 572]
- table-cell: 305.—: [171, 583, 206, 596]
- table-row: [80, 295, 333, 319]
- methods-text: Ὁ παθολόγος ἰατρὸς ΘΕΟΧΑΡΗΣ Χ. ΓΕΡΟΓΙΑΝΝΗΣ, ἐπανελθὼν ἐκ Παρισίων, ἔνθα ἐπὶ μακρὸν διέτριψε, παρακολουθῶν ἐκ τοῦ σύνεγγυς τὰς νεωτέρας θεραπευτικὰς μεθόδους τῶν κατὰ τὴν τελευταίαν εἰσαχθεισῶν, ἐφαρμόζει ἐπιτυχῶς θεραπεύων τὰ νοσήματα τοῦ θώρακος. Νοσήματα τῆς καρδίας κατὰ τὴν ἐν τῷ νοσοκομείῳ Necker μέθοδον τοῦ ἰατροῦ Huchard. Νοσήματα τοῦ στομάχου κατὰ τὴν τοῦ ἰατροῦ Albert Robin. Νοσήματα τῶν νευρικῶν συστημάτων, καὶ θεραπεία τῆς ἐπιληψίας. Νοσήματα τοῦ δέρματος κατὰ τὴν ἰδίαν αὐτοῦ μέθοδον. Νοσήματα τοῦ φάρυγγος καὶ τῆς ρινός. Νοσήματα τῶν παιδίων κατὰ τὴν μέθοδον τῶν νοσοκομείων Enfants-Malades. Ὧραι ἐπισκέψεων 8—9 π. μ. καὶ 3—5 μ. μ.: [1088, 1358, 1308, 1626]
- clinic-subtitle: ΣΥΦΙΛΙΔΙΚΩΝ—ΔΕΡΜΑΤΙΚΩΝ ΝΟΣΗΜΑΤΩΝ: [870, 593, 1050, 621]
- right-small-ads: [1313, 1295, 1534, 1874]
- academy-left-note: Δίδεται πρόσβαση εἰς τὴν Βιομηχανίαν εἰς τὸ Ἐμπόριον καὶ εἰς τὰς Γεωργίας: [1105, 906, 1116, 1282]
- separator: [604, 1116, 818, 1117]
- table-cell: 340.—: [171, 355, 206, 368]
- academy-title: ΑΚΑΔΗΜΙΑ: [1176, 1015, 1444, 1067]
- commercial-school-title: Ἐμπορικὴ Σχολὴ: [1263, 792, 1357, 805]
- factory-title: ΕΡΓΟΣΤΑΣΙΟΝ: [1167, 1873, 1455, 1909]
- table-cell: Μονοπωλίου: [209, 319, 279, 332]
- table-row: [80, 319, 333, 343]
- table-cell: 372.—: [297, 355, 331, 368]
- table-cell: Πανελ.Ἀτμ.: [209, 451, 271, 464]
- table-cell: Σιδ. Α. Π.: [209, 355, 261, 368]
- table-row: [80, 559, 333, 583]
- court-text: (Ἰδιαίτερον τηλεγρ. τοῦ Ἐμπρὸς) ΠΥΡΓΟΣ, 15 Ἰουλίου.—Τὰ γραφεῖα εἰς τοῦ Πατριάρχου διότι παρὰ τῷ Γραμματεῖ τοῦ Ἰσχύος τῆς Κατακώλου προσεγγίσεως μετὰ τοῦ κ. Σακελλαρίδου καὶ ἐκ τοῦ πλήθους Κανελλοπούλου, ὅτε ἐξετάζετο κατὰ τῶν ἐπικρατεῖ. Γενομένης ἐρεύνης κατεληφθησαν ἐξ αὐτῶν καὶ ἕτεροι χρήστοι τῶν ἀδικιῶν. Τοῦτον κατέλαβεν ὁ ἀνακριτὴς καὶ τὸν ἀπέλυσεν.: [586, 1165, 836, 1300]
- table-cell: 170.—: [171, 535, 206, 548]
- hospital-subtitle: ΤΟΥ ΣΥΦΙΛΙΔΙΚΟΥ ΝΟΣΟΚΟΜΕΙΟΥ: [334, 787, 584, 805]
- table-cell: 80.25: [300, 463, 331, 476]
- doctors-text: Ὑπενθυμίζομεν τοῖς κ. κ. ἰατροῖς τὸ πολύτιμον καθαρτικὸν ὕδωρ «François Joseph», κατέχον τὴν πρώτην θέσιν μεταξὺ πάντων τῶν φυσικῶν καθαρτικῶν ὑδάτων. Κατὰ τὴν ἐπίσημον ἀνάλυσιν ὑπὸ τῆς Académie de médecine ἐν Paris τὸ μεταλλικὸν ὕδωρ «François Joseph» ἀπεδείχθη ὑπέρτερον παντὸς ἄλλου κατὰ 50 ο/ο εἰς ἄλατα καθαρτικά. Εἶναι εὐχάριστον καὶ ἀνώδυνον εἰς τὴν γεῦσιν, δὲν ἐνοχλεῖ τὸν στόμαχον.: [1313, 1343, 1534, 1504]
- industrial-school-text: Προγράμματα ἀποστέλλονται δωρεὰν παντὶ τῷ αἰτοῦντι: [1158, 1212, 1462, 1224]
- order-subtitle: ΤΟΥ ΥΠΟΥΡΓΕΙΟΥ: [146, 1305, 266, 1321]
- column-1: [80, 120, 332, 2198]
- academy-address: Πλατεῖα Κάνιγγος ἐν Ἀθήναις: [1217, 1068, 1403, 1082]
- table-cell: 200.—: [171, 451, 206, 464]
- agricultural-school-label: Γεωργικὴ Σχολὴ: [1521, 978, 1534, 1082]
- table-cell: Μετοχ. Ἐταιριῶν: [209, 295, 261, 320]
- separator: [856, 782, 1064, 783]
- court-title: ΔΙΚΑΣΤΙΚΟΝ ΕΠΕΙΣΟΔΙΟΝ: [586, 1121, 836, 1139]
- table-cell: Σιδ.Πειραι.: [209, 439, 270, 452]
- baths-text: ΣΥΝΙΣΤΩΝΤΑΙ τὰ Λουτρὰ τῆς ΚΥΘΝΟΥ ἐπὶ ρευματισμῶν, ἀρθρίτιδος, νευραλγιῶν, ἐπὶ μητρικῶν νοσημάτων, στειρώσεων, ὑστεριασμῶν, δυσμηνορροιῶν, ἐπὶ παραλύσεων καὶ ἀγκυλώσεων, χλωρώσεων, ἀναιμιῶν, στομαχικῶν καὶ ἡπατικῶν παθήσεων. ΣΥΓΚΟΙΝΩΝΙΑ ΤΑΚΤΙΚΩΤΑΤΗ. Τρίτη καὶ Πέμπτη ἑσπέρας ἐκ Σύρου καὶ Δευτέρα καὶ Τετάρτη ἑσπέρας ἐκ Πειραιῶς. ΕΣΤΙΑΤΟΡΙΟΝ ἐφάμιλλον τῶν τῆς α' τάξεως τῶν Ἀθηνῶν, ἀκαρμάλλον διὰ τὴν ἔκτακτον καθαριότητα, τὴν ποικιλίαν καὶ αἰθηνίαν τῶν φαγητῶν.: [1086, 253, 1534, 347]
- meat-subtitle-2: Η ΘΕΣΕΙΝΗ ΣΥΣΚΕΨΙΣ ΤΩΝ ΚΡΕΟΠΩΛΩΝ: [336, 630, 582, 644]
- crime-text: (Ἰδιαίτερον τηλεγραφ. τοῦ Ἐμπρὸς) ΠΥΡΓΟΣ, 15 Ἰουλίου. — Εἰς τὸ Αχαΐνα τῶν Μυρτουντίων ὁ ἀστυφύλαξ Γρηγόριος Παπαοικονόμου, ἐπὶ τῷ ἀρχηγῷ τῆς αὐτόθι ἀστυνομίας, ἐβίασε δεκαπεντατῆ παῖδα εὑρισκόμενον εἰς τὸ κρατητήριον τῆς ἀστυνομίας ἐπὶ ζωοκλοπῇ. Προσκληθεὶς ἰατρὸς συνέταξεν ἔκθεσιν βεβαιοῦσαν τὸ βδελυρὸν ἔγκλημα. Ὁ δράστης ἀπῆχθη ὑπὸ συνοδείαν εἰς τὰς φυλακὰς Μεσσηνίας.: [838, 175, 1082, 323]
- newspaper-title: ΕΜΠΡΟΣ: [724, 88, 887, 114]
- baths-subtitle-3: ΠΗΓΗ ΑΛΑΤΟΥΧΟΣ—ΠΗΓΗ ΣΙΔΗΡΟΥΧΟΣ: [1163, 232, 1457, 247]
- table-cell: 189.—: [171, 463, 206, 476]
- court-title-2: ΕΝ ΠΥΡΓΩ: [643, 1140, 779, 1166]
- separator: [604, 956, 818, 957]
- table-cell: 155 ἐκ. 5ο/ο: [82, 355, 148, 368]
- table-row: [80, 451, 333, 463]
- bourse-tail: χίας συμπράττοντες ἐκεῖ μετὰ τῶν τοπικῶν συμμοριῶν.: [80, 607, 332, 634]
- table-row: [80, 427, 333, 439]
- factory-subtitle: (ΜΗΧΑΝΟΥΡΓΟΥ): [1232, 1986, 1390, 2002]
- table-cell: Ἐργολήπτου: [209, 427, 276, 440]
- separator: [856, 1069, 1064, 1070]
- separator: [1086, 786, 1534, 788]
- illness-subtitle: ΤΟΥ ΕΠΙΣΚΟΠΟΥ ΚΑΛΑΒΡΥΤΩΝ: [586, 771, 836, 789]
- column-rule: [836, 120, 837, 2198]
- table-cell: 64 50: [175, 319, 206, 332]
- table-cell: 370.—: [297, 427, 331, 440]
- table-cell: ΣΠΑΠ. 5ο/ο: [82, 427, 145, 440]
- hospital-subtitle-3: ΖΗΤΗΜΑ ΦΙΛΟΤΙΜΙΑΣ: [399, 830, 519, 842]
